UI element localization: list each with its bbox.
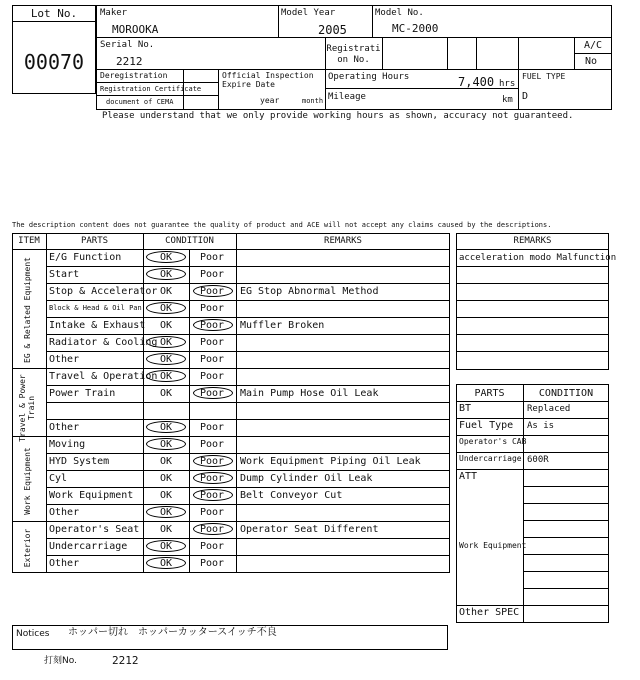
poor-selected-circle: [193, 285, 233, 297]
ok-selected-circle: [146, 251, 186, 263]
stamp-value: 2212: [112, 654, 139, 667]
part-name: Start: [49, 269, 80, 280]
side-remark-line: acceleration modo Malfunction: [459, 253, 617, 263]
side-part-name: ATT: [459, 471, 478, 482]
ok-selected-circle: [146, 268, 186, 280]
side-col-condition: CONDITION: [538, 388, 594, 399]
condition-ok: OK: [159, 354, 173, 365]
condition-poor: Poor: [199, 456, 225, 467]
km-unit: km: [502, 95, 513, 105]
condition-ok: OK: [159, 337, 173, 348]
maker-label: Maker: [100, 8, 128, 18]
condition-poor: Poor: [199, 337, 225, 348]
side-part-name: Fuel Type: [459, 420, 514, 431]
part-name: Travel & Operation: [49, 371, 158, 382]
group-eg-related: EG & Related Equipment: [23, 257, 32, 363]
notices-text: ホッパー切れ ホッパーカッタースイッチ不良: [68, 627, 277, 638]
condition-poor: Poor: [199, 439, 225, 450]
condition-ok: OK: [159, 320, 173, 331]
part-name: Other: [49, 507, 80, 518]
side-part-condition: 600R: [527, 455, 549, 465]
lot-label: Lot No.: [30, 7, 78, 20]
part-name: Intake & Exhaust: [49, 320, 146, 331]
official-inspection-label: Official Inspection Expire Date: [222, 71, 314, 89]
side-part-name: Undercarriage: [459, 454, 522, 463]
ok-selected-circle: [146, 506, 186, 518]
ac-label: A/C: [584, 40, 603, 51]
condition-poor: Poor: [199, 320, 225, 331]
group-work-equipment: Work Equipment: [23, 447, 32, 515]
row-remark: Work Equipment Piping Oil Leak: [240, 456, 421, 467]
condition-poor: Poor: [199, 252, 225, 263]
condition-ok: OK: [159, 473, 173, 484]
side-part-condition: As is: [527, 421, 555, 431]
part-name: Other: [49, 354, 80, 365]
condition-ok: OK: [159, 422, 173, 433]
condition-ok: OK: [159, 507, 173, 518]
condition-ok: OK: [159, 371, 173, 382]
col-remarks-header: REMARKS: [324, 236, 362, 246]
condition-poor: Poor: [199, 388, 225, 399]
stamp-label: 打刻No.: [44, 656, 77, 666]
model-year-label: Model Year: [281, 8, 336, 18]
poor-selected-circle: [193, 319, 233, 331]
condition-poor: Poor: [199, 507, 225, 518]
row-remark: EG Stop Abnormal Method: [240, 286, 379, 297]
row-remark: Dump Cylinder Oil Leak: [240, 473, 373, 484]
operating-hours-label: Operating Hours: [328, 72, 410, 82]
part-name: Other: [49, 422, 80, 433]
condition-poor: Poor: [199, 371, 225, 382]
part-name: Stop & Accelerator: [49, 286, 158, 297]
condition-ok: OK: [159, 269, 173, 280]
condition-poor: Poor: [199, 490, 225, 501]
side-col-parts: PARTS: [474, 388, 505, 399]
row-remark: Belt Conveyor Cut: [240, 490, 343, 501]
model-no-value: MC-2000: [392, 22, 439, 35]
ac-value: No: [585, 56, 598, 67]
side-part-name: BT: [459, 403, 472, 414]
part-name: Radiator & Cooling: [49, 337, 158, 348]
part-name: Undercarriage: [49, 541, 128, 552]
hrs-unit: hrs: [499, 79, 516, 89]
part-name: Cyl: [49, 473, 68, 484]
part-name: Block & Head & Oil Pan: [49, 304, 142, 312]
row-remark: Operator Seat Different: [240, 524, 379, 535]
registration-label: Registrati on No.: [326, 44, 381, 65]
poor-selected-circle: [193, 489, 233, 501]
ok-selected-circle: [146, 557, 186, 569]
fuel-type-value: D: [522, 91, 529, 102]
part-name: Operator's Seat: [49, 524, 140, 535]
condition-poor: Poor: [199, 541, 225, 552]
col-item-header: ITEM: [18, 236, 40, 246]
ok-selected-circle: [146, 421, 186, 433]
operating-hours-value: 7,400: [458, 75, 495, 89]
year-label: year: [260, 96, 280, 105]
poor-selected-circle: [193, 523, 233, 535]
notices-label: Notices: [16, 629, 50, 639]
poor-selected-circle: [193, 455, 233, 467]
month-label: month: [302, 97, 324, 105]
condition-poor: Poor: [199, 558, 225, 569]
condition-ok: OK: [159, 490, 173, 501]
poor-selected-circle: [193, 387, 233, 399]
condition-table-frame: [12, 233, 450, 573]
ok-selected-circle: [146, 370, 186, 382]
part-name: Moving: [49, 439, 86, 450]
condition-ok: OK: [159, 456, 173, 467]
ok-selected-circle: [146, 302, 186, 314]
part-name: Other: [49, 558, 80, 569]
side-part-name: Other SPEC: [459, 607, 520, 618]
side-part-condition: Replaced: [527, 404, 571, 414]
model-year-value: 2005: [318, 23, 347, 37]
part-name: Power Train: [49, 388, 116, 399]
group-exterior: Exterior: [23, 528, 32, 568]
part-name: Work Equipment: [49, 490, 134, 501]
condition-ok: OK: [159, 303, 173, 314]
fuel-type-label: FUEL TYPE: [522, 72, 566, 81]
disclaimer: The description content does not guarantee the quality of product and ACE will not accept any claims caused by the descriptions.: [12, 221, 552, 229]
reg-certificate-label: Registration Certificate: [100, 85, 202, 93]
group-travel-power: Travel & Power Train: [18, 374, 36, 442]
row-remark: Muffler Broken: [240, 320, 325, 331]
serial-label: Serial No.: [100, 40, 155, 50]
condition-poor: Poor: [199, 303, 225, 314]
condition-ok: OK: [159, 524, 173, 535]
row-remark: Main Pump Hose Oil Leak: [240, 388, 379, 399]
ok-selected-circle: [146, 353, 186, 365]
condition-ok: OK: [159, 286, 173, 297]
condition-poor: Poor: [199, 422, 225, 433]
condition-poor: Poor: [199, 269, 225, 280]
ok-selected-circle: [146, 336, 186, 348]
hours-note: Please understand that we only provide working hours as shown, accuracy not guaranteed.: [102, 111, 574, 121]
condition-poor: Poor: [199, 354, 225, 365]
col-parts-header: PARTS: [80, 236, 109, 246]
condition-ok: OK: [159, 541, 173, 552]
maker-value: MOROOKA: [112, 23, 159, 36]
condition-ok: OK: [159, 252, 173, 263]
ok-selected-circle: [146, 540, 186, 552]
doc-cema-label: document of CEMA: [106, 98, 174, 106]
deregistration-label: Deregistration: [100, 71, 168, 80]
condition-poor: Poor: [199, 473, 225, 484]
model-no-label: Model No.: [375, 8, 424, 18]
side-part-name: Operator's CAB: [459, 437, 527, 446]
serial-value: 2212: [116, 55, 143, 68]
side-remarks-title: REMARKS: [513, 236, 552, 246]
side-part-name: Work Equipment: [459, 541, 527, 550]
poor-selected-circle: [193, 472, 233, 484]
condition-ok: OK: [159, 439, 173, 450]
condition-poor: Poor: [199, 524, 225, 535]
ok-selected-circle: [146, 438, 186, 450]
mileage-label: Mileage: [328, 92, 366, 102]
lot-number: 00070: [23, 50, 85, 74]
condition-ok: OK: [159, 558, 173, 569]
col-condition-header: CONDITION: [165, 236, 214, 246]
condition-poor: Poor: [199, 286, 225, 297]
part-name: HYD System: [49, 456, 110, 467]
condition-ok: OK: [159, 388, 173, 399]
part-name: E/G Function: [49, 252, 122, 263]
